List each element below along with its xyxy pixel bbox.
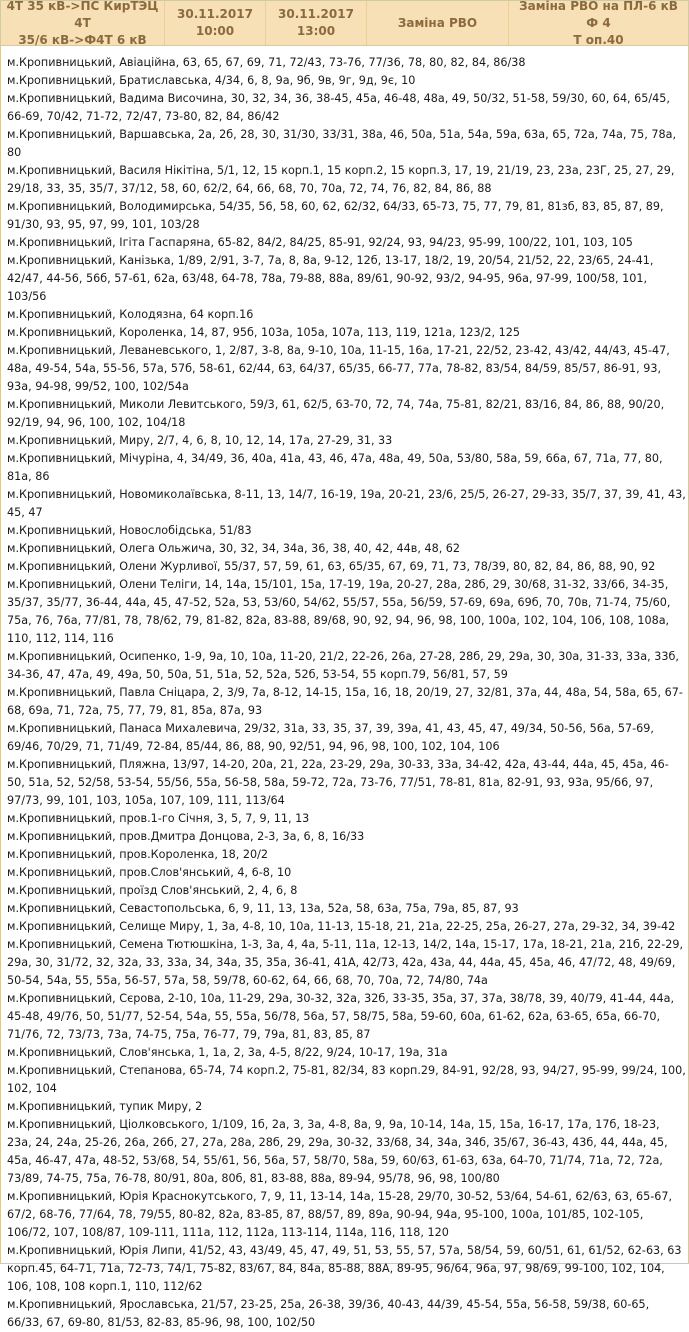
address-line: м.Кропивницький, Короленка, 14, 87, 95б, 103а, 105а, 107а, 113, 119, 121а, 123/2, 125 [7, 326, 520, 339]
address-list [1, 46, 688, 1332]
header-end-time: 30.11.2017 13:00 [266, 1, 367, 45]
table-header [1, 1, 688, 46]
address-line: м.Кропивницький, Пляжна, 13/97, 14-20, 20а, 21, 22а, 23-29, 29а, 30-33, 33а, 34-42, 42а, 43-44, 44а, 45, 45а, 46-50, 51а, 52, 52/58, 53-54, 55/56, 55а, 56-58, 58а, 59-72, 72а, 73-76, 77/51, 78-81, 81а, 82-91, 93, 93а, 95/66, 97, 97/73, 99, 101, 103, 105а, 107, 109, 111, 113/64 [7, 758, 669, 807]
address-line: м.Кропивницький, Ярославська, 21/57, 23-25, 25а, 26-38, 39/36, 40-43, 44/39, 45-54, 55а, 56-58, 59/38, 60-65, 66/33, 67, 69-80, 81/53, 82-83, 85-96, 98, 100, 102/50 [7, 1298, 653, 1329]
address-line: м.Кропивницький, Сєрова, 2-10, 10а, 11-29, 29а, 30-32, 32а, 32б, 33-35, 35а, 37, 37а, 38/78, 39, 40/79, 41-44, 44а, 45-48, 49/76, 50, 51/77, 52-54, 54а, 55, 55а, 56/78, 56а, 57, 58/75, 58а, 59-60, 60а, 61-62, 62а, 63-65, 65а, 66-70, 71/76, 72, 73/73, 73а, 74-75, 75а, 76-77, 79, 79а, 81, 83, 85, 87 [7, 992, 678, 1041]
address-line: м.Кропивницький, тупик Миру, 2 [7, 1100, 203, 1113]
address-line: м.Кропивницький, Варшавська, 2а, 2б, 28, 30, 31/30, 33/31, 38а, 46, 50а, 51а, 54а, 59а, 63а, 65, 72а, 74а, 75, 78а, 80 [7, 128, 680, 159]
address-line: м.Кропивницький, проїзд Слов'янський, 2, 4, 6, 8 [7, 884, 298, 897]
address-line: м.Кропивницький, Колодязна, 64 корп.16 [7, 308, 254, 321]
address-line: м.Кропивницький, Новомиколаївська, 8-11, 13, 14/7, 16-19, 19а, 20-21, 23/6, 25/5, 26-27, 29-33, 35/7, 37, 39, 41, 43, 45, 47 [7, 488, 689, 519]
address-line: м.Кропивницький, Степанова, 65-74, 74 корп.2, 75-81, 82/34, 83 корп.29, 84-91, 92/28, 93, 94/27, 95-99, 99/24, 100, 102, 104 [7, 1064, 686, 1095]
address-line: м.Кропивницький, Новослобідська, 51/83 [7, 524, 252, 537]
address-line: м.Кропивницький, Авіаційна, 63, 65, 67, 69, 71, 72/43, 73-76, 77/36, 78, 80, 82, 84, 86/38 [7, 56, 526, 69]
address-line: м.Кропивницький, Вадима Височина, 30, 32, 34, 36, 38-45, 45а, 46-48, 48а, 49, 50/32, 51-58, 59/30, 60, 64, 65/45, 66-69, 70/42, 71-72, 72/47, 73-80, 82, 84, 86/42 [7, 92, 674, 123]
address-line: м.Кропивницький, Василя Нікітіна, 5/1, 12, 15 корп.1, 15 корп.2, 15 корп.3, 17, 19, 21/19, 23, 23а, 23Г, 25, 27, 29, 29/18, 33, 35, 35/7, 37/12, 58, 60, 62/2, 64, 66, 68, 70, 70а, 72, 74, 76, 82, 84, 86, 88 [7, 164, 679, 195]
address-line: м.Кропивницький, пров.Короленка, 18, 20/2 [7, 848, 268, 861]
address-line: м.Кропивницький, Братиславська, 4/34, 6, 8, 9а, 9б, 9в, 9г, 9д, 9є, 10 [7, 74, 416, 87]
address-line: м.Кропивницький, Слов'янська, 1, 1а, 2, 3а, 4-5, 8/22, 9/24, 10-17, 19а, 31а [7, 1046, 448, 1059]
header-work-type: Заміна РВО [367, 1, 509, 45]
address-line: м.Кропивницький, пров.1-го Січня, 3, 5, 7, 9, 11, 13 [7, 812, 310, 825]
address-line: м.Кропивницький, Ціолковського, 1/109, 1б, 2а, 3, 3а, 4-8, 8а, 9, 9а, 10-14, 14а, 15, 15а, 16-17, 17а, 17б, 18-23, 23а, 24, 24а, 25-26, 26а, 26б, 27, 27а, 28а, 28б, 29, 29а, 30-32, 33/68, 34, 34а, 34б, 35/67, 36-43, 43б, 44, 44а, 45, 45а, 46-47, 47а, 48-52, 53/68, 54, 55/61, 56, 56а, 57, 58/70, 58а, 59, 60/63, 61-63, 63а, 64-70, 71/74, 71а, 72, 72а, 73/89, 74-75, 75а, 76-78, 80/91, 80а, 80б, 81, 83-88, 88а, 89-94, 95/78, 96, 98, 100/80 [7, 1118, 672, 1185]
header-line-path: 4Т 35 кВ->ПС КирТЭЦ 4Т 35/6 кВ->Ф4Т 6 кВ [1, 1, 165, 45]
address-line: м.Кропивницький, Севастопольська, 6, 9, 11, 13, 13а, 52а, 58, 63а, 75а, 79а, 85, 87, 93 [7, 902, 519, 915]
address-line: м.Кропивницький, Юрія Краснокутського, 7, 9, 11, 13-14, 14а, 15-28, 29/70, 30-52, 53/64, 54-61, 62/63, 63, 65-67, 67/2, 68-76, 77/64, 78, 79/55, 80-82, 82а, 83-85, 87, 88/57, 89, 89а, 90-94, 94а, 95-100, 100а, 101/85, 102-105, 106/72, 107, 108/87, 109-111, 111а, 112, 112а, 113-114, 114а, 116, 118, 120 [7, 1190, 676, 1239]
address-line: м.Кропивницький, Канізька, 1/89, 2/91, 3-7, 7а, 8, 8а, 9-12, 12б, 13-17, 18/2, 19, 20/54, 21/52, 22, 23/65, 24-41, 42/47, 44-56, 56б, 57-61, 62а, 63/48, 64-78, 78а, 79-88, 88а, 89/61, 90-92, 93/2, 94-95, 96а, 97-99, 100/58, 101, 103/56 [7, 254, 658, 303]
address-line: м.Кропивницький, Селище Миру, 1, 3а, 4-8, 10, 10а, 11-13, 15-18, 21, 21а, 22-25, 25а, 26-27, 27а, 29-32, 34, 39-42 [7, 920, 676, 933]
address-line: м.Кропивницький, Панаса Михалевича, 29/32, 31а, 33, 35, 37, 39, 39а, 41, 43, 45, 47, 49/34, 50-56, 56а, 57-69, 69/46, 70/29, 71, 71/49, 72-84, 85/44, 86, 88, 90, 92/51, 94, 96, 98, 100, 102, 104, 106 [7, 722, 658, 753]
header-work-description: Заміна РВО на ПЛ-6 кВ Ф 4 Т оп.40 [519, 0, 678, 47]
address-line: м.Кропивницький, Семена Тютюшкіна, 1-3, 3а, 4, 4а, 5-11, 11а, 12-13, 14/2, 14а, 15-17, 17а, 18-21, 21а, 21б, 22-29, 29а, 30, 31/72, 32, 32а, 33, 33а, 34, 34а, 35, 35а, 36-41, 41А, 42/73, 42а, 43а, 44, 44а, 45, 45а, 46, 47/72, 48, 49/69, 50-54, 54а, 55, 55а, 56-57, 57а, 58, 59/78, 60-62, 64, 66, 68, 70, 70а, 72, 74/80, 74а [7, 938, 687, 987]
address-line: м.Кропивницький, Павла Сніцара, 2, 3/9, 7а, 8-12, 14-15, 15а, 16, 18, 20/19, 27, 32/81, 37а, 44, 48а, 54, 58а, 65, 67-68, 69а, 71, 72а, 75, 77, 79, 81, 85а, 87а, 93 [7, 686, 683, 717]
address-line: м.Кропивницький, пров.Дмитра Донцова, 2-3, 3а, 6, 8, 16/33 [7, 830, 365, 843]
header-start-time: 30.11.2017 10:00 [165, 1, 266, 45]
address-line: м.Кропивницький, Миколи Левитського, 59/3, 61, 62/5, 63-70, 72, 74, 74а, 75-81, 82/21, 83/16, 84, 86, 88, 90/20, 92/19, 94, 96, 100, 102, 104/18 [7, 398, 668, 429]
address-line: м.Кропивницький, Олени Теліги, 14, 14а, 15/101, 15а, 17-19, 19а, 20-27, 28а, 28б, 29, 30/68, 31-32, 33/66, 34-35, 35/37, 35/77, 36-44, 44а, 45, 47-52, 52а, 53, 53/60, 54/62, 55/57, 55а, 56/59, 57-69, 69а, 69б, 70, 70в, 71-74, 75/60, 75а, 76, 76а, 77/81, 78, 78/62, 79, 81-82, 82а, 83-88, 89/68, 90, 92, 94, 96, 98, 100, 100а, 102, 104, 106, 108, 108а, 110, 112, 114, 116 [7, 578, 675, 645]
address-line: м.Кропивницький, Ігіта Гаспаряна, 65-82, 84/2, 84/25, 85-91, 92/24, 93, 94/23, 95-99, 100/22, 101, 103, 105 [7, 236, 633, 249]
address-line: м.Кропивницький, Миру, 2/7, 4, 6, 8, 10, 12, 14, 17а, 27-29, 31, 33 [7, 434, 393, 447]
address-line: м.Кропивницький, Леваневського, 1, 2/87, 3-8, 8а, 9-10, 10а, 11-15, 16а, 17-21, 22/52, 23-42, 43/42, 44/43, 45-47, 48а, 49-54, 54а, 55-56, 57а, 57б, 58-61, 62/44, 63, 64/37, 65/35, 66-77, 77а, 78-82, 83/54, 84/59, 85/57, 86-91, 93, 93а, 94-98, 99/52, 100, 102/54а [7, 344, 674, 393]
address-line: м.Кропивницький, Олега Ольжича, 30, 32, 34, 34а, 36, 38, 40, 42, 44в, 48, 62 [7, 542, 461, 555]
address-line: м.Кропивницький, Юрія Липи, 41/52, 43, 43/49, 45, 47, 49, 51, 53, 55, 57, 57а, 58/54, 59, 60/51, 61, 61/52, 62-63, 63 корп.45, 64-71, 71а, 72-73, 74/1, 75-82, 83/67, 84, 84а, 85-88, 88А, 89-95, 96/64, 96а, 97, 98/69, 99-100, 102, 104, 106, 108, 108 корп.1, 110, 112/62 [7, 1244, 686, 1293]
address-line: м.Кропивницький, Володимирська, 54/35, 56, 58, 60, 62, 62/32, 64/33, 65-73, 75, 77, 79, 81, 81зб, 83, 85, 87, 89, 91/30, 93, 95, 97, 99, 101, 103/28 [7, 200, 668, 231]
address-line: м.Кропивницький, Олени Журливої, 55/37, 57, 59, 61, 63, 65/35, 67, 69, 71, 73, 78/39, 80, 82, 84, 86, 88, 90, 92 [7, 560, 656, 573]
address-line: м.Кропивницький, пров.Слов'янський, 4, 6-8, 10 [7, 866, 292, 879]
address-line: м.Кропивницький, Осипенко, 1-9, 9а, 10, 10а, 11-20, 21/2, 22-26, 26а, 27-28, 28б, 29, 29а, 30, 30а, 31-33, 33а, 33б, 34-36, 47, 47а, 49, 49а, 50, 50а, 51, 51а, 52, 52а, 52б, 53-54, 55 корп.79, 56/81, 57, 59 [7, 650, 683, 681]
address-line: м.Кропивницький, Мічуріна, 4, 34/49, 36, 40а, 41а, 43, 46, 47а, 48а, 49, 50а, 53/80, 58а, 59, 66а, 67, 71а, 77, 80, 81а, 86 [7, 452, 667, 483]
